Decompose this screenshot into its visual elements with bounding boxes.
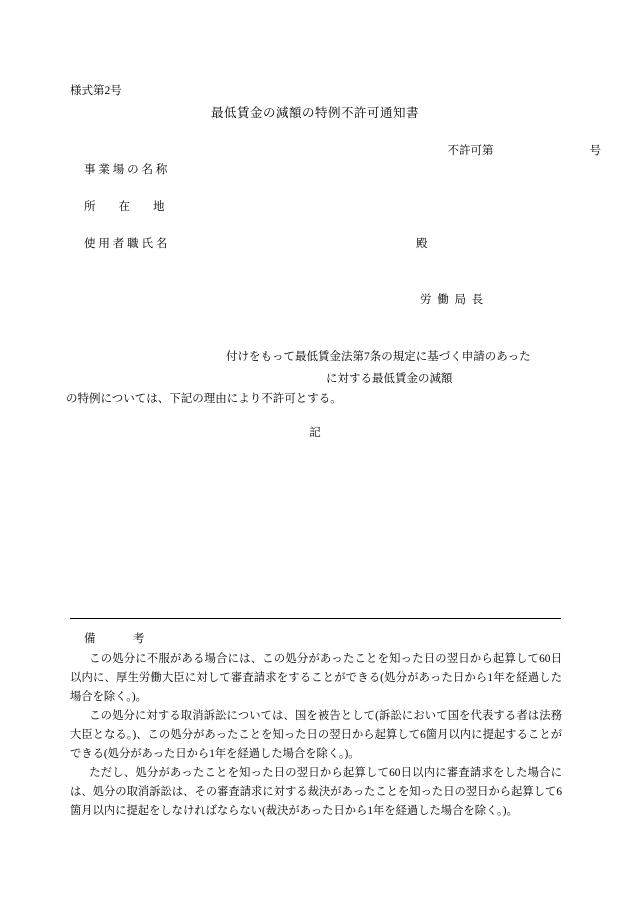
notes-heading: 備 考 bbox=[84, 633, 145, 645]
ki-heading: 記 bbox=[309, 427, 321, 439]
note-paragraph: この処分に対する取消訴訟については、国を被告として(訴訟において国を代表する者は法務大臣となる。)、この処分があったことを知った日の翌日から起算して6箇月以内に提起することができる(処分があった日から1年を経過した場合を除く。)。 bbox=[70, 710, 562, 760]
field-label-address: 所 在 地 bbox=[84, 201, 165, 213]
note-paragraph: ただし、処分があったことを知った日の翌日から起算して60日以内に審査請求をした場合には、処分の取消訴訟は、その審査請求に対する裁決があったことを知った日の翌日から起算して6箇月以内に提起をしなければならない(裁決があった日から1年を経過した場合を除く。)。 bbox=[70, 767, 562, 817]
form-number: 様式第2号 bbox=[70, 85, 122, 97]
body-line-1: 付けをもって最低賃金法第7条の規定に基づく申請のあった bbox=[226, 351, 531, 363]
permit-number-line bbox=[436, 130, 601, 170]
field-label-workplace-name: 事 業 場 の 名 称 bbox=[84, 164, 168, 176]
permit-number-prefix: 不許可第 bbox=[447, 145, 494, 157]
body-line-3: の特例については、下記の理由により不許可とする。 bbox=[66, 393, 342, 405]
field-label-employer-name: 使 用 者 職 氏 名 bbox=[84, 238, 168, 250]
honorific-dono: 殿 bbox=[416, 238, 428, 250]
issuer-labor-bureau-director: 労 働 局 長 bbox=[420, 294, 484, 306]
body-line-2: に対する最低賃金の減額 bbox=[326, 373, 453, 385]
document-title: 最低賃金の減額の特例不許可通知書 bbox=[210, 106, 419, 120]
horizontal-divider bbox=[70, 618, 561, 619]
permit-number-suffix: 号 bbox=[589, 145, 601, 157]
note-paragraph: この処分に不服がある場合には、この処分があったことを知った日の翌日から起算して60日以内に、厚生労働大臣に対して審査請求をすることができる(処分があった日から1年を経過した場合を除く。)。 bbox=[70, 653, 562, 703]
notes-block bbox=[70, 650, 562, 821]
